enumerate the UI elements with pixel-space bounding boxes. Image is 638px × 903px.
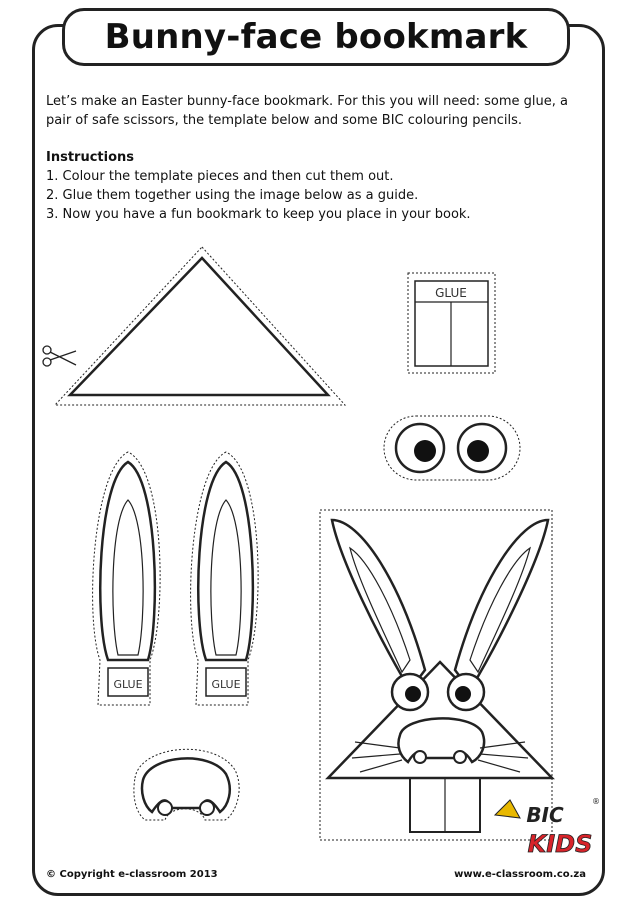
instruction-step-3: 3. Now you have a fun bookmark to keep you place in your book. [46,207,471,222]
bic-kids-logo [495,797,600,858]
right-ear-piece [191,452,259,705]
eyes-piece [384,416,520,480]
glue-label: GLUE [435,286,467,300]
logo-sub: KIDS [527,830,593,858]
instruction-step-1: 1. Colour the template pieces and then cut them out. [46,169,394,184]
glue-strip-piece [408,273,495,373]
logo-brand: BIC [526,803,564,827]
triangle-face-piece [55,247,345,405]
intro-text: Let’s make an Easter bunny-face bookmark. For this you will need: some glue, a pair of safe scissors, the template below and some BIC colouring pencils. [46,94,569,128]
logo-registered-mark: ® [592,797,600,806]
assembled-bunny-guide [320,510,552,840]
footer-website[interactable]: www.e-classroom.co.za [454,869,586,880]
instructions-heading: Instructions [46,150,135,165]
left-ear-piece [93,452,161,705]
scissors-icon [43,346,76,366]
footer-copyright: © Copyright e-classroom 2013 [46,869,218,880]
page-title: Bunny-face bookmark [104,17,528,57]
left-ear-glue-label: GLUE [113,678,143,691]
nose-piece [134,749,239,820]
instruction-step-2: 2. Glue them together using the image below as a guide. [46,188,419,203]
right-ear-glue-label: GLUE [211,678,241,691]
